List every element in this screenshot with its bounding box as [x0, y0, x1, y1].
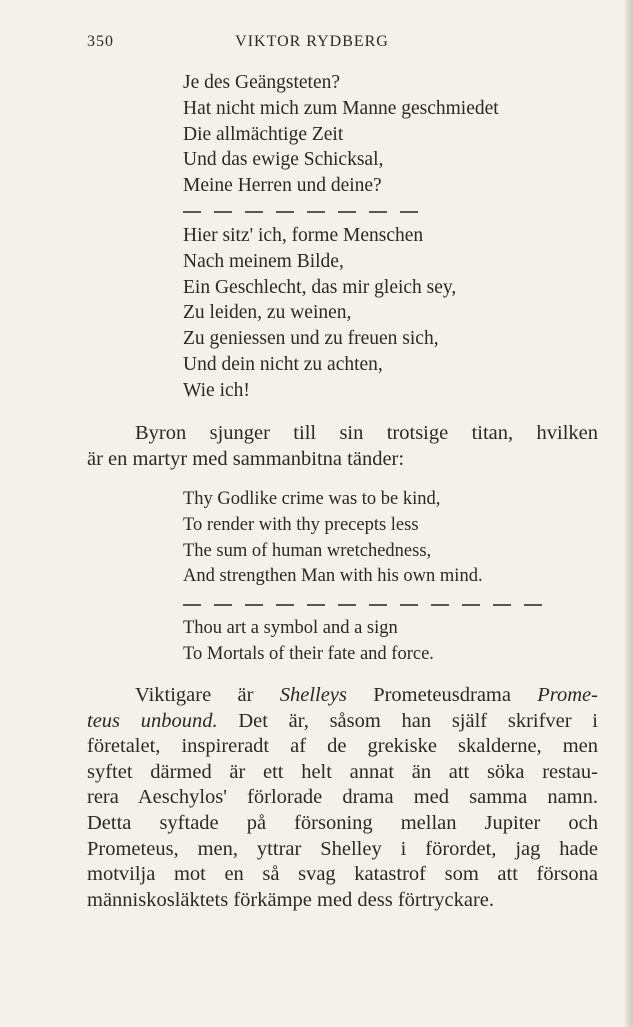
- paragraph-shelley: [87, 683, 598, 913]
- paragraph-line: Byron sjunger till sin trotsige titan, hvilken: [135, 422, 598, 444]
- text-run: Det är, såsom han själf skrifver i: [217, 709, 598, 732]
- verse-line: Wie ich!: [183, 379, 250, 401]
- verse-line: Hier sitz' ich, forme Menschen: [183, 225, 424, 246]
- verse-line: Ein Geschlecht, das mir gleich sey,: [183, 276, 457, 298]
- running-title: VIKTOR RYDBERG: [235, 33, 389, 50]
- verse-line: Und dein nicht zu achten,: [183, 353, 383, 375]
- paragraph-line: företalet, inspireradt af de grekiske skalderne, men: [87, 735, 598, 758]
- verse-line: Meine Herren und deine?: [183, 175, 382, 197]
- page-header: [87, 33, 537, 55]
- verse-line: Die allmächtige Zeit: [183, 123, 344, 145]
- italic-text: Prome-: [537, 684, 598, 706]
- page-number: 350: [87, 33, 114, 50]
- italic-text: Shelleys: [279, 684, 347, 706]
- verse-line: Zu geniessen und zu freuen sich,: [183, 328, 439, 350]
- paragraph-line: rera Aeschylos' förlorade drama med samma namn.: [87, 786, 598, 809]
- paragraph-line: [87, 709, 598, 735]
- verse-line: Nach meinem Bilde,: [183, 250, 344, 272]
- paragraph-byron: [87, 421, 598, 472]
- verse-line: Thou art a symbol and a sign: [183, 618, 398, 638]
- verse-line: And strengthen Man with his own mind.: [183, 566, 483, 587]
- ellipsis-dash-divider: [183, 604, 555, 606]
- verse-block-german-2: [183, 223, 456, 404]
- paragraph-line: [87, 683, 598, 709]
- paragraph-line: Prometeus, men, yttrar Shelley i förordet, jag hade: [87, 837, 598, 860]
- verse-line: Zu leiden, zu weinen,: [183, 302, 352, 324]
- paragraph-line: motvilja mot en så svag katastrof som att försona: [87, 863, 598, 886]
- paragraph-line: är en martyr med sammanbitna tänder:: [87, 447, 405, 470]
- verse-block-english-1: [183, 487, 483, 590]
- paragraph-line: syftet därmed är ett helt annat än att söka restau-: [87, 760, 598, 783]
- verse-line: Je des Geängsteten?: [183, 72, 341, 93]
- paragraph-line: Detta syftade på försoning mellan Jupiter och: [87, 811, 598, 834]
- verse-line: Hat nicht mich zum Manne geschmiedet: [183, 97, 499, 119]
- page-edge: [625, 0, 633, 1027]
- verse-block-german-1: [183, 70, 499, 199]
- verse-line: Und das ewige Schicksal,: [183, 149, 384, 171]
- ellipsis-dash-divider: [183, 211, 431, 213]
- verse-line: To render with thy precepts less: [183, 514, 419, 535]
- paragraph-line: människosläktets förkämpe med dess förtryckare.: [87, 888, 495, 911]
- text-run: Prometeusdrama: [346, 684, 538, 706]
- text-run: Viktigare är: [135, 684, 280, 706]
- verse-block-english-2: [183, 616, 434, 668]
- verse-line: The sum of human wretchedness,: [183, 540, 432, 561]
- italic-text: teus unbound.: [87, 709, 218, 732]
- verse-line: To Mortals of their fate and force.: [183, 643, 434, 664]
- verse-line: Thy Godlike crime was to be kind,: [183, 489, 441, 509]
